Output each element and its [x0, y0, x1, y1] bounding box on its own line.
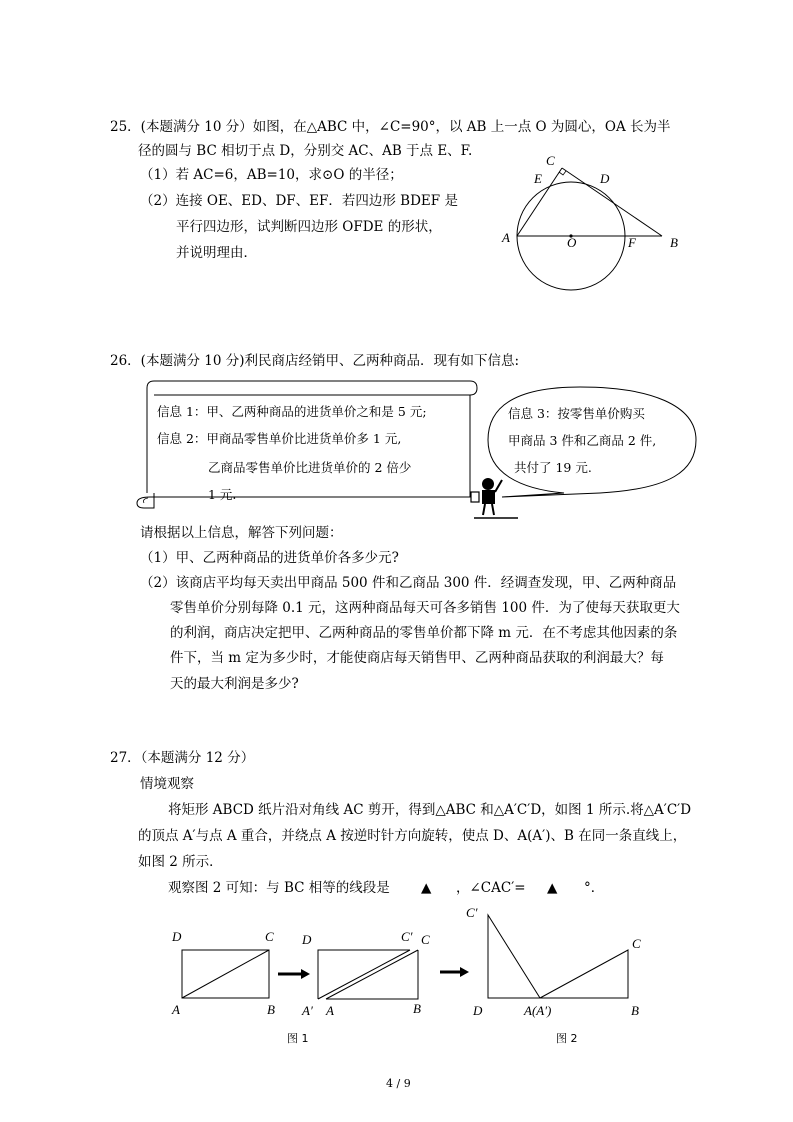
- q26-info-2: 信息 2：甲商品零售单价比进货单价多 1 元,: [157, 431, 402, 446]
- q27-line-1: 27．（本题满分 12 分）: [110, 750, 255, 766]
- q27-blank-1[interactable]: ▲: [421, 880, 432, 896]
- q25-line-2: 径的圆与 BC 相切于点 D，分别交 AC、AB 于点 E、F.: [138, 143, 473, 159]
- q26-info-2b: 乙商品零售单价比进货单价的 2 倍少: [208, 460, 412, 475]
- q27-question: 观察图 2 可知：与 BC 相等的线段是: [168, 880, 390, 896]
- q26-info-3c: 共付了 19 元.: [514, 460, 592, 475]
- q26-info-3b: 甲商品 3 件和乙商品 2 件,: [508, 433, 657, 448]
- fig2-label-C: C: [632, 936, 641, 951]
- mid-label-Cprime: C′: [401, 929, 413, 944]
- mid-label-B: B: [413, 1001, 421, 1016]
- fig1-label-D: D: [172, 929, 182, 944]
- q25-label-B: B: [670, 235, 678, 250]
- q25-label-D: D: [600, 171, 610, 186]
- q27-angle-text: ，∠CAC′=: [456, 880, 526, 896]
- q26-part-2a: （2）该商店平均每天卖出甲商品 500 件和乙商品 300 件．经调查发现，甲、乙两种商品: [140, 575, 677, 591]
- fig1-caption: 图 1: [287, 1032, 309, 1045]
- fig2-label-Cprime: C′: [466, 905, 478, 920]
- mid-label-Aprime: A′: [302, 1003, 313, 1018]
- q25-label-E: E: [534, 171, 542, 186]
- q27-sentence-3: 如图 2 所示．: [138, 854, 223, 870]
- fig2-label-AA: A(A′): [524, 1003, 552, 1018]
- fig2-caption: 图 2: [556, 1032, 578, 1045]
- q27-sentence-2: 的顶点 A′与点 A 重合，并绕点 A 按逆时针方向旋转，使点 D、A(A′)、B 在同一条直线上，: [138, 828, 687, 844]
- q25-part-2b: 平行四边形，试判断四边形 OFDE 的形状，: [176, 219, 442, 235]
- q26-info-2c: 1 元.: [208, 487, 237, 502]
- q25-label-F: F: [628, 235, 636, 250]
- q27-blank-2[interactable]: ▲: [547, 880, 558, 896]
- fig1-label-B: B: [267, 1002, 275, 1017]
- mid-label-C: C: [421, 932, 430, 947]
- q26-info-1: 信息 1：甲、乙两种商品的进货单价之和是 5 元;: [157, 404, 427, 419]
- q25-label-C: C: [546, 153, 555, 168]
- q25-label-O: O: [567, 235, 577, 250]
- q26-ask: 请根据以上信息，解答下列问题：: [140, 525, 343, 541]
- q26-part-2c: 的利润，商店决定把甲、乙两种商品的零售单价都下降 m 元．在不考虑其他因素的条: [170, 625, 678, 641]
- q25-part-1: （1）若 AC=6，AB=10，求⊙O 的半径；: [140, 167, 403, 183]
- q27-sentence-1: 将矩形 ABCD 纸片沿对角线 AC 剪开，得到△ABC 和△A′C′D，如图 1 所示.将△A′C′D: [168, 802, 692, 818]
- fig2-label-B: B: [631, 1003, 639, 1018]
- q26-part-2b: 零售单价分别每降 0.1 元，这两种商品每天可各多销售 100 件．为了使每天获取更大: [170, 600, 680, 616]
- q25-part-2a: （2）连接 OE、ED、DF、EF．若四边形 BDEF 是: [140, 193, 458, 209]
- page-number: 4 / 9: [386, 1077, 411, 1090]
- mid-label-A: A: [326, 1003, 334, 1018]
- q25-label-A: A: [502, 230, 510, 245]
- q26-info-3a: 信息 3：按零售单价购买: [508, 406, 645, 421]
- fig1-label-A: A: [172, 1002, 180, 1017]
- fig1-label-C: C: [265, 929, 274, 944]
- q27-degree: °．: [584, 880, 605, 896]
- mid-label-D: D: [302, 932, 312, 947]
- q26-part-2e: 天的最大利润是多少?: [170, 676, 299, 692]
- q26-line-1: 26．(本题满分 10 分)利民商店经销甲、乙两种商品．现有如下信息:: [110, 353, 520, 369]
- q27-section-title: 情境观察: [140, 776, 194, 792]
- q25-line-1: 25．(本题满分 10 分）如图，在△ABC 中，∠C=90°，以 AB 上一点 O 为圆心，OA 长为半: [110, 119, 671, 135]
- q26-part-2d: 件下，当 m 定为多少时，才能使商店每天销售甲、乙两种商品获取的利润最大？每: [170, 650, 664, 666]
- q25-part-2c: 并说明理由．: [176, 245, 257, 261]
- q26-part-1: （1）甲、乙两种商品的进货单价各多少元?: [140, 550, 399, 566]
- fig2-label-D: D: [473, 1003, 483, 1018]
